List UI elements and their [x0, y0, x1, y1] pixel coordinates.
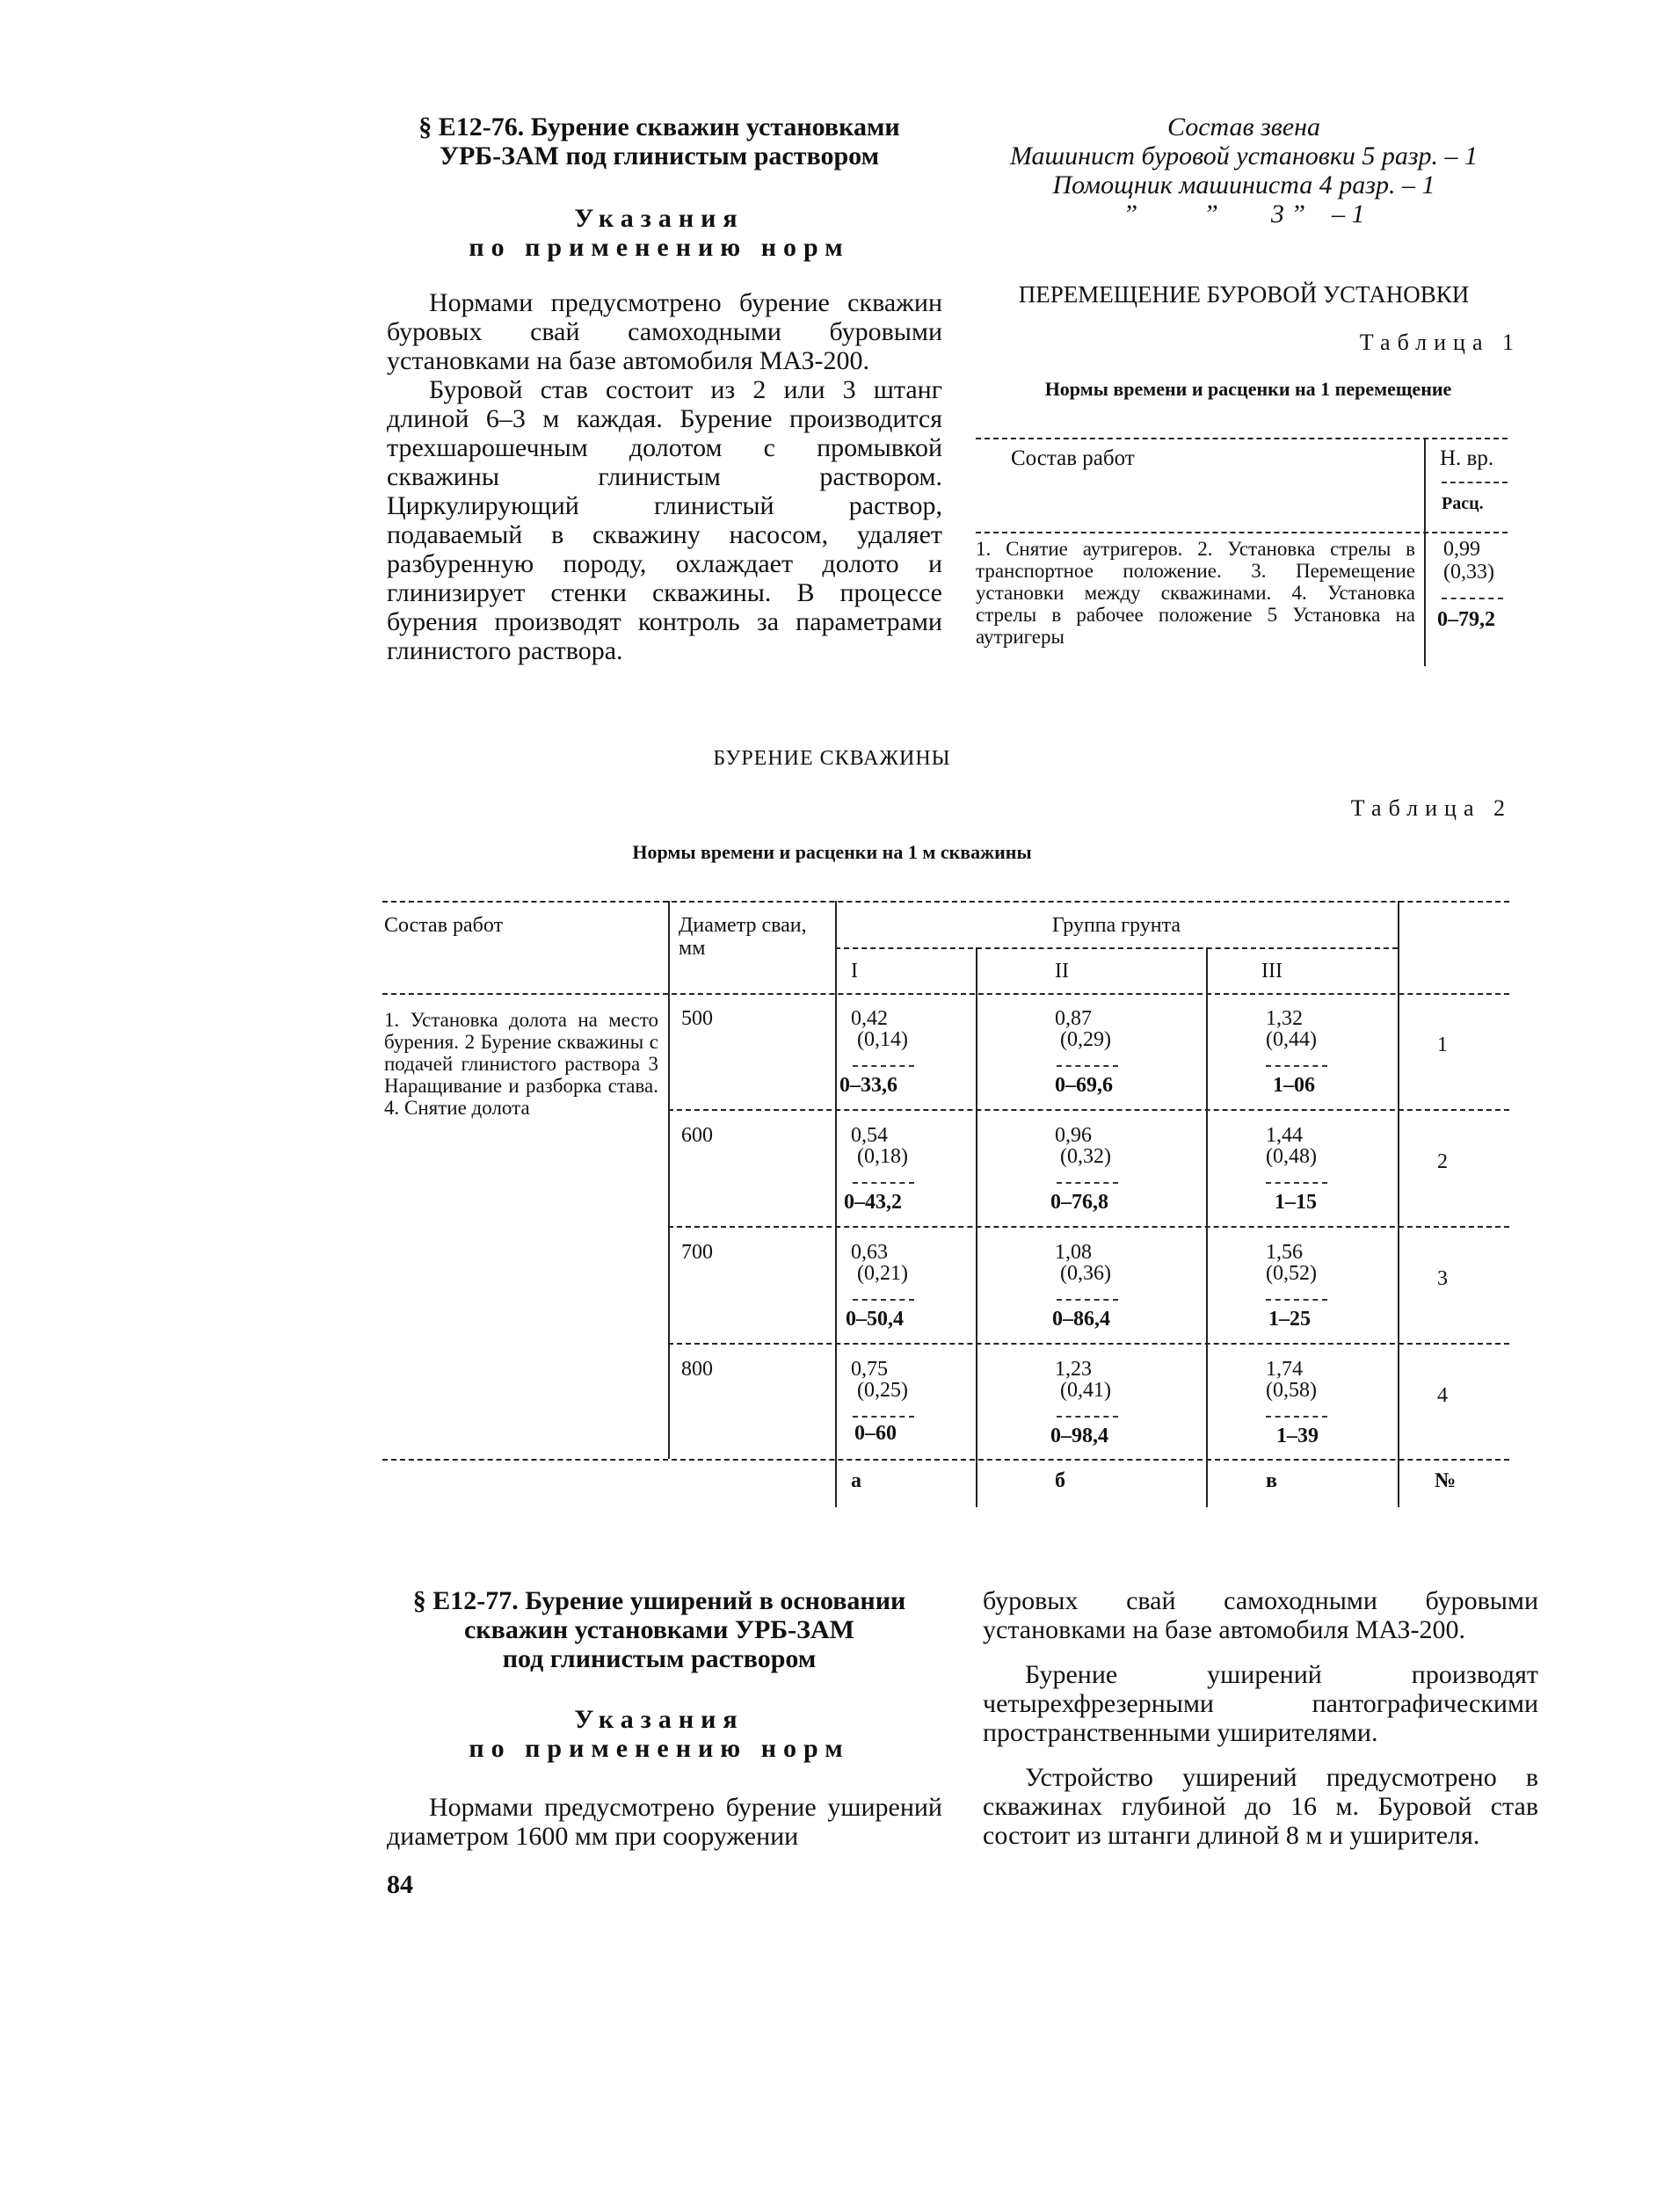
- diam-cell: 700: [681, 1241, 713, 1264]
- table2-group-2: II: [1055, 960, 1069, 983]
- section1-title-line1: § Е12-76. Бурение скважин установками: [418, 112, 900, 141]
- table2-footer-num: №: [1435, 1469, 1457, 1492]
- table2-vline-g3: [1398, 901, 1399, 1507]
- norm-cell: 1,44: [1266, 1124, 1303, 1147]
- table1-col-work: Состав работ: [1011, 446, 1135, 470]
- crew-line1: Машинист буровой установки 5 разр. – 1: [1009, 141, 1479, 170]
- table2-footer-v: в: [1266, 1469, 1277, 1492]
- table1-work-text: 1. Снятие аутригеров. 2. Установка стрелы в транспортное положение. 3. Перемещение установки между скважинами. 4. Установка стрелы в рабочее положение 5 Установка на аутригеры: [976, 538, 1415, 648]
- norm-cell: 1,56: [1266, 1241, 1303, 1264]
- rate-cell: 1–39: [1276, 1425, 1319, 1447]
- table1-caption: Нормы времени и расценки на 1 перемещение: [1044, 378, 1452, 400]
- norm-paren-cell: (0,32): [1060, 1145, 1111, 1168]
- fraction-line: [1266, 1416, 1327, 1418]
- fraction-line: [1057, 1065, 1118, 1067]
- section2-title: [378, 1586, 941, 1673]
- rate-cell: 0–86,4: [1052, 1308, 1110, 1331]
- table2-vline-diam: [835, 901, 837, 1507]
- section1-title: [378, 112, 941, 170]
- table2-col-work: Состав работ: [384, 914, 504, 937]
- table1-fraction: [1442, 598, 1503, 599]
- section1-para2: Буровой став состоит из 2 или 3 штанг длиной 6–3 м каждая. Бурение производится трехшарошечным долотом с промывкой скважины глинистым раствором. Циркулирующий глинистый раствор, подаваемый в скважину насосом, удаляет разбуренную породу, охлаждает долото и глинизирует стенки скважины. В процессе бурения производят контроль за параметрами глинистого раствора.: [387, 375, 942, 665]
- norm-cell: 0,42: [851, 1007, 888, 1030]
- table2-top-rule: [382, 901, 1509, 903]
- rate-cell: 0–98,4: [1050, 1425, 1108, 1447]
- norm-cell: 0,54: [851, 1124, 888, 1147]
- section2-guide-heading: [378, 1705, 941, 1763]
- table2-label: Таблица 2: [1350, 795, 1512, 821]
- fraction-line: [1057, 1182, 1118, 1184]
- crew-line3: ” ” 3 ” – 1: [1123, 199, 1365, 228]
- norm-cell: 0,96: [1055, 1124, 1092, 1147]
- table2-footer-a: а: [851, 1469, 861, 1492]
- section1-para1: Нормами предусмотрено бурение скважин буровых свай самоходными буровыми установками на базе автомобиля МАЗ-200.: [387, 288, 942, 375]
- norm-paren-cell: (0,48): [1266, 1145, 1317, 1168]
- norm-cell: 1,74: [1266, 1358, 1303, 1381]
- section2-guide-line1: Указания: [574, 1705, 745, 1734]
- table1-col-divider: [1424, 438, 1426, 666]
- table2-vline-work: [668, 901, 670, 1459]
- table2-row-rule-3: [668, 1343, 1509, 1345]
- fraction-line: [853, 1182, 914, 1184]
- norm-cell: 0,75: [851, 1358, 888, 1381]
- table1-header-rule: [976, 532, 1508, 533]
- table2-section-title: БУРЕНИЕ СКВАЖИНЫ: [713, 747, 951, 770]
- section2-title-line3: под глинистым раствором: [502, 1644, 817, 1673]
- fraction-line: [1266, 1299, 1327, 1301]
- norm-cell: 1,23: [1055, 1358, 1092, 1381]
- row-number: 1: [1437, 1033, 1448, 1056]
- section2-para-right3: Устройство уширений предусмотрено в скважинах глубиной до 16 м. Буровой став состоит из штанги длиной 8 м и уширителя.: [983, 1763, 1538, 1850]
- rate-cell: 0–69,6: [1055, 1074, 1113, 1097]
- section1-body: [387, 288, 942, 665]
- section2-para-right1: буровых свай самоходными буровыми установками на базе автомобиля МАЗ-200.: [983, 1586, 1538, 1644]
- fraction-line: [1057, 1416, 1118, 1418]
- section2-para1: Нормами предусмотрено бурение уширений диаметром 1600 мм при сооружении: [387, 1793, 942, 1851]
- section2-para-right2: Бурение уширений производят четырехфрезерными пантографическими пространственными уширителями.: [983, 1660, 1538, 1747]
- page-number: 84: [387, 1870, 413, 1899]
- row-number: 2: [1437, 1150, 1448, 1173]
- norm-paren-cell: (0,21): [857, 1262, 908, 1285]
- table1-rate: 0–79,2: [1437, 608, 1495, 631]
- norm-paren-cell: (0,44): [1266, 1028, 1317, 1051]
- table2-work-text: 1. Установка долота на место бурения. 2 Бурение скважины с подачей глинистого раствора 3 Наращивание и разборка става. 4. Снятие долота: [384, 1009, 658, 1119]
- rate-cell: 0–50,4: [846, 1308, 904, 1331]
- crew-line2: Помощник машиниста 4 разр. – 1: [1052, 170, 1435, 199]
- fraction-line: [1057, 1299, 1118, 1301]
- row-number: 3: [1437, 1267, 1448, 1290]
- fraction-line: [853, 1299, 914, 1301]
- section2-body-left: [387, 1793, 942, 1851]
- diam-cell: 800: [681, 1358, 713, 1381]
- table2-bottom-rule: [382, 1459, 1509, 1461]
- table1-col-norm: Н. вр.: [1440, 446, 1494, 470]
- table1-norm-paren: (0,33): [1443, 561, 1494, 584]
- diam-cell: 600: [681, 1124, 713, 1147]
- norm-paren-cell: (0,52): [1266, 1262, 1317, 1285]
- rate-cell: 0–43,2: [844, 1191, 902, 1214]
- table2-row-rule-2: [668, 1226, 1509, 1228]
- rate-cell: 0–33,6: [839, 1074, 897, 1097]
- section2-title-line2: скважин установками УРБ-ЗАМ: [464, 1615, 854, 1644]
- fraction-line: [1266, 1065, 1327, 1067]
- section2-guide-line2: по применению норм: [469, 1734, 850, 1763]
- table1-col-rate: Расц.: [1442, 494, 1484, 513]
- norm-paren-cell: (0,18): [857, 1145, 908, 1168]
- table1-header-fraction: [1442, 482, 1508, 483]
- crew-title: Состав звена: [1166, 112, 1320, 141]
- table2-group-3: III: [1261, 960, 1283, 983]
- norm-paren-cell: (0,25): [857, 1379, 908, 1402]
- table1-label: Таблица 1: [1359, 330, 1521, 355]
- section1-guide-heading: [378, 204, 941, 262]
- norm-cell: 1,32: [1266, 1007, 1303, 1030]
- norm-paren-cell: (0,41): [1060, 1379, 1111, 1402]
- table2-vline-g2: [1206, 947, 1208, 1507]
- rate-cell: 1–25: [1268, 1308, 1311, 1331]
- fraction-line: [853, 1065, 914, 1067]
- rate-cell: 0–60: [854, 1422, 897, 1445]
- norm-cell: 0,63: [851, 1241, 888, 1264]
- table1-top-rule: [976, 438, 1508, 439]
- table2-vline-g1: [976, 947, 977, 1507]
- table2-footer-b: б: [1055, 1469, 1065, 1492]
- crew-block: [980, 112, 1508, 228]
- row-number: 4: [1437, 1384, 1448, 1407]
- norm-cell: 1,08: [1055, 1241, 1092, 1264]
- section2-body-right: [983, 1586, 1538, 1850]
- rate-cell: 1–06: [1273, 1074, 1315, 1097]
- table2-group-1: I: [851, 960, 858, 983]
- norm-paren-cell: (0,14): [857, 1028, 908, 1051]
- table1-norm: 0,99: [1443, 538, 1480, 561]
- fraction-line: [1266, 1182, 1327, 1184]
- norm-paren-cell: (0,58): [1266, 1379, 1317, 1402]
- norm-paren-cell: (0,36): [1060, 1262, 1111, 1285]
- table2-row-rule-1: [668, 1109, 1509, 1111]
- rate-cell: 1–15: [1275, 1191, 1317, 1214]
- table1-section-title: ПЕРЕМЕЩЕНИЕ БУРОВОЙ УСТАНОВКИ: [1018, 281, 1470, 308]
- table2-col-group: Группа грунта: [1051, 914, 1181, 937]
- norm-cell: 0,87: [1055, 1007, 1092, 1030]
- table2-caption: Нормы времени и расценки на 1 м скважины: [632, 841, 1032, 863]
- section1-title-line2: УРБ-ЗАМ под глинистым раствором: [439, 141, 880, 170]
- rate-cell: 0–76,8: [1050, 1191, 1108, 1214]
- section1-guide-line2: по применению норм: [469, 233, 850, 262]
- table2-header-rule: [382, 993, 1509, 995]
- diam-cell: 500: [681, 1007, 713, 1030]
- table2-col-diam: Диаметр сваи, мм: [679, 914, 807, 960]
- table2-group-rule: [835, 947, 1398, 949]
- section2-title-line1: § Е12-77. Бурение уширений в основании: [412, 1586, 906, 1615]
- fraction-line: [853, 1416, 914, 1418]
- section1-guide-line1: Указания: [574, 204, 745, 233]
- norm-paren-cell: (0,29): [1060, 1028, 1111, 1051]
